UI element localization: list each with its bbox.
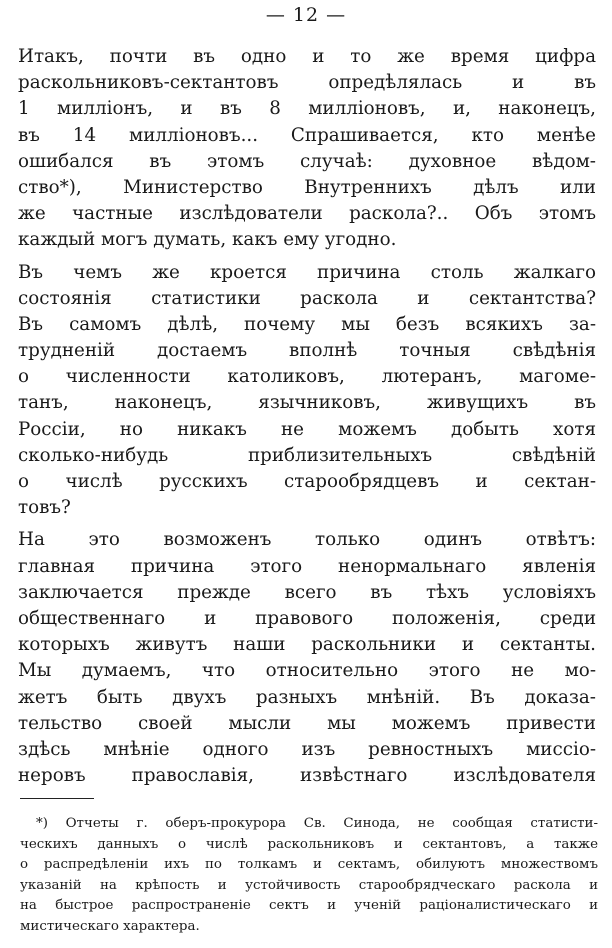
footnote-line: о распредѣленіи ихъ по толкамъ и сектамъ, обилуютъ множествомъ xyxy=(20,857,598,873)
text-line: здѣсь мнѣніе одного изъ ревностныхъ миссіо- xyxy=(18,738,596,760)
footnote-line: на быстрое распространеніе сектъ и ученій раціоналистическаго и xyxy=(20,898,598,914)
text-line: тельство своей мысли мы можемъ привести xyxy=(18,712,596,734)
text-line: о числѣ русскихъ старообрядцевъ и сектан- xyxy=(18,471,596,492)
footnote-line: ческихъ данныхъ о числѣ раскольниковъ и сектантовъ, а также xyxy=(20,836,598,852)
text-line: Мы думаемъ, что относительно этого не мо- xyxy=(18,660,596,682)
text-line: каждый могъ думать, какъ ему угодно. xyxy=(18,229,397,251)
paragraph-2 xyxy=(18,260,596,522)
footnote xyxy=(20,814,598,938)
text-line: о численности католиковъ, лютеранъ, магоме- xyxy=(18,366,596,388)
text-line: раскольниковъ-сектантовъ опредѣлялась и въ xyxy=(18,72,596,94)
text-line: товъ? xyxy=(18,497,71,519)
text-line: состоянія статистики раскола и сектантства? xyxy=(18,287,596,309)
footnote-line: мистическаго характера. xyxy=(20,918,200,934)
text-line: неровъ православія, извѣстнаго изслѣдователя xyxy=(18,765,596,787)
footnote-line: указаній на крѣпость и устойчивость старообрядческаго раскола и xyxy=(20,877,598,893)
text-line: Итакъ, почти въ одно и то же время цифра xyxy=(18,46,596,67)
text-line: Въ чемъ же кроется причина столь жалкаго xyxy=(18,261,596,283)
text-line: общественнаго и правового положенія, среди xyxy=(18,607,596,629)
footnote-divider xyxy=(20,798,94,799)
text-line: которыхъ живутъ наши раскольники и сектанты. xyxy=(18,634,596,656)
text-line: 1 милліонъ, и въ 8 милліоновъ, и, наконецъ, xyxy=(18,98,596,120)
text-line: заключается прежде всего въ тѣхъ условіяхъ xyxy=(18,581,596,603)
text-line: жетъ быть двухъ разныхъ мнѣній. Въ доказа- xyxy=(18,686,596,708)
text-line: же частные изслѣдователи раскола?.. Объ этомъ xyxy=(18,203,596,225)
text-line: Въ самомъ дѣлѣ, почему мы безъ всякихъ за- xyxy=(18,313,596,335)
paragraph-3 xyxy=(18,527,596,789)
text-line: На это возможенъ только одинъ отвѣтъ: xyxy=(18,529,596,551)
text-line: Россіи, но никакъ не можемъ добыть хотя xyxy=(18,418,596,440)
page-number: — 12 — xyxy=(265,4,347,26)
text-line: танъ, наконецъ, язычниковъ, живущихъ въ xyxy=(18,392,596,414)
main-text xyxy=(18,44,596,795)
text-line: трудненій достаемъ вполнѣ точныя свѣдѣнія xyxy=(18,340,596,362)
paragraph-1 xyxy=(18,44,596,254)
text-line: въ 14 милліоновъ... Спрашивается, кто менѣе xyxy=(18,124,596,146)
footnote-line: *) Отчеты г. оберъ-прокурора Св. Синода, не сообщая статисти- xyxy=(36,816,598,831)
text-line: главная причина этого ненормальнаго явленія xyxy=(18,555,596,577)
text-line: ство*), Министерство Внутреннихъ дѣлъ или xyxy=(18,176,596,198)
text-line: сколько-нибудь приблизительныхъ свѣдѣній xyxy=(18,444,596,466)
text-line: ошибался въ этомъ случаѣ: духовное вѣдом- xyxy=(18,150,596,172)
